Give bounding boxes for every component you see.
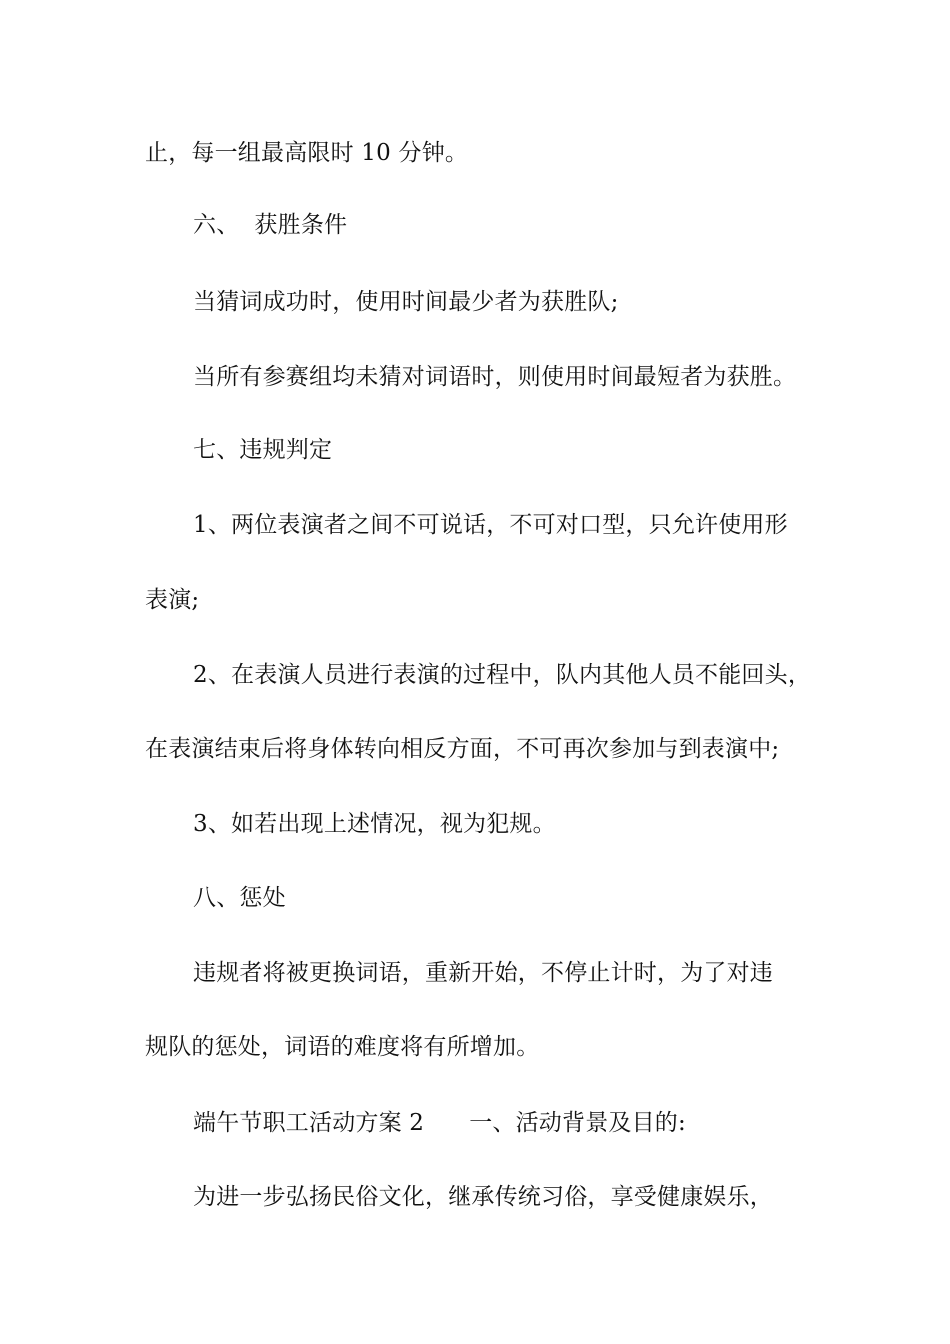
rule-item-3: 3、如若出现上述情况，视为犯规。 [193,811,556,837]
text-line-1: 止，每一组最高限时 10 分钟。 [145,140,469,166]
rule-item-2: 2、在表演人员进行表演的过程中，队内其他人员不能回头， [193,662,812,688]
section-heading-winning-conditions: 六、 获胜条件 [193,212,348,238]
rule-item-2-continued: 在表演结束后将身体转向相反方面，不可再次参加与到表演中; [145,736,780,762]
penalty-text-line-1: 违规者将被更换词语，重新开始，不停止计时，为了对违 [193,960,773,986]
section-heading-penalty: 八、惩处 [193,885,286,911]
rule-item-1-continued: 表演; [145,587,200,613]
text-line-4: 当所有参赛组均未猜对词语时，则使用时间最短者为获胜。 [193,364,797,390]
rule-item-1: 1、两位表演者之间不可说话，不可对口型，只允许使用形 [193,512,788,538]
plan-title-and-section-heading: 端午节职工活动方案 2 一、活动背景及目的: [193,1110,686,1136]
penalty-text-line-2: 规队的惩处，词语的难度将有所增加。 [145,1034,540,1060]
text-line-3: 当猜词成功时，使用时间最少者为获胜队; [193,289,619,315]
section-heading-violation-rules: 七、违规判定 [193,437,333,463]
background-purpose-text: 为进一步弘扬民俗文化，继承传统习俗，享受健康娱乐， [193,1184,773,1210]
